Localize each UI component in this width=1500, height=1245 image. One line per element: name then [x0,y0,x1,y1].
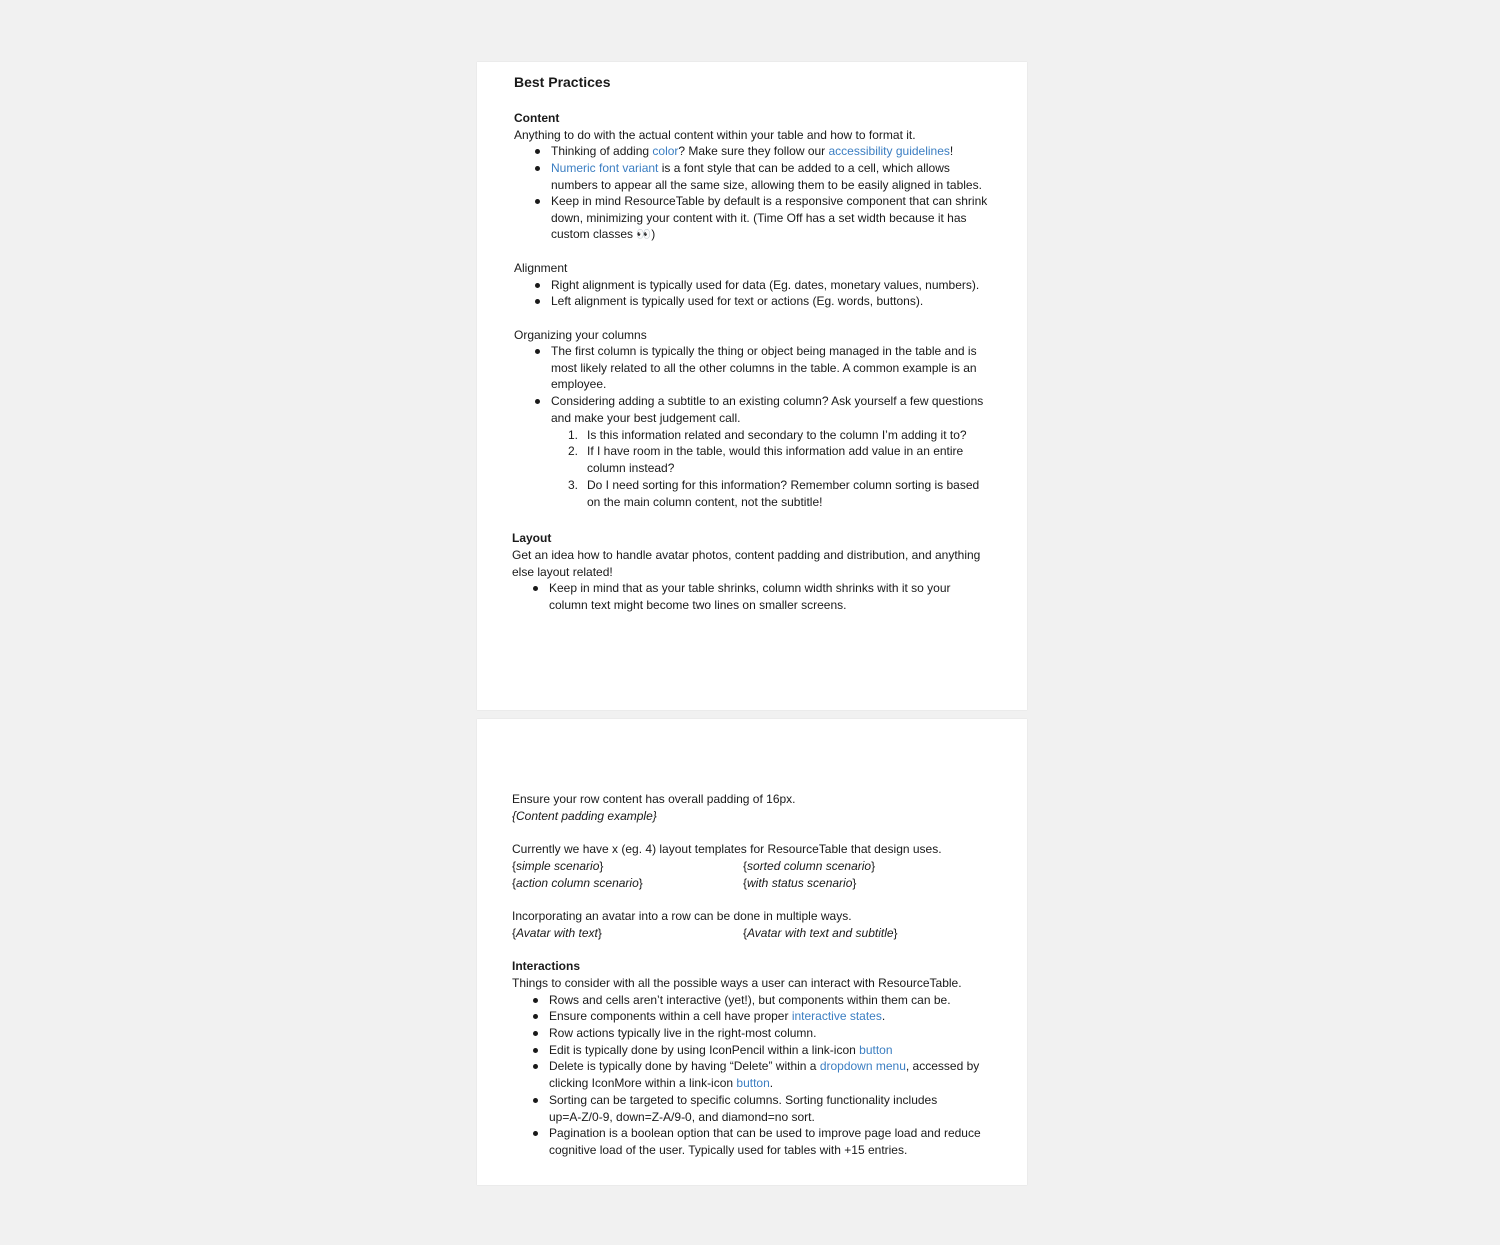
list-item: Rows and cells aren’t interactive (yet!), but components within them can be. [549,993,951,1007]
list-item: Thinking of adding color? Make sure they follow our accessibility guidelines! [551,144,954,158]
document-page-1 [477,62,1027,710]
list-item: Sorting can be targeted to specific columns. Sorting functionality includes up=A-Z/0-9, down=Z-A/9-0, and diamond=no sort. [549,1093,938,1124]
list-item: Numeric font variant is a font style that can be added to a cell, which allows numbers to appear all the same size, allowing them to be easily aligned in tables. [551,160,1011,193]
button-link[interactable]: button [736,1075,770,1090]
list-item: Keep in mind ResourceTable by default is a responsive component that can shrink down, minimizing your content with it. (Time Off has a set width because it has custom classes 👀) [551,193,1011,243]
content-padding-example: {Content padding example} [512,809,657,823]
content-intro: Anything to do with the actual content within your table and how to format it. [514,128,916,142]
accessibility-guidelines-link[interactable]: accessibility guidelines [828,144,950,158]
avatar-with-text-placeholder: {Avatar with text} [512,926,602,940]
organizing-heading: Organizing your columns [514,328,647,342]
list-item: Left alignment is typically used for text or actions (Eg. words, buttons). [551,294,924,308]
list-item: Edit is typically done by using IconPencil within a link-icon button [549,1043,893,1057]
list-item: Delete is typically done by having “Delete” within a dropdown menu, accessed by clicking IconMore within a link-icon button. [549,1059,980,1090]
list-item: Row actions typically live in the right-most column. [549,1026,817,1040]
interactions-intro: Things to consider with all the possible ways a user can interact with ResourceTable. [512,976,962,990]
numbered-item: 2. If I have room in the table, would this information add value in an entire column instead? [568,444,964,475]
avatar-with-text-and-subtitle-placeholder: {Avatar with text and subtitle} [743,926,898,940]
sorted-column-scenario-placeholder: {sorted column scenario} [743,859,876,873]
list-item: Ensure components within a cell have proper interactive states. [549,1009,886,1023]
interactions-heading: Interactions [512,959,581,973]
numbered-item: 3. Do I need sorting for this information? Remember column sorting is based on the main column content, not the subtitle! [568,478,980,509]
document-page-2 [477,719,1027,1185]
layout-intro-line-2: else layout related! [512,565,613,579]
templates-text: Currently we have x (eg. 4) layout templates for ResourceTable that design uses. [512,842,942,856]
list-item: Considering adding a subtitle to an existing column? Ask yourself a few questions and make your best judgement call. [551,394,984,425]
dropdown-menu-link[interactable]: dropdown menu [819,1059,906,1073]
list-item: Keep in mind that as your table shrinks, column width shrinks with it so your column text might become two lines on smaller screens. [549,581,951,612]
list-item: Pagination is a boolean option that can be used to improve page load and reduce cognitive load of the user. Typically used for tables with +15 entries. [549,1126,981,1157]
button-link[interactable]: button [859,1043,893,1057]
action-column-scenario-placeholder: {action column scenario} [512,876,643,890]
numeric-font-variant-link[interactable]: Numeric font variant [551,161,659,175]
layout-intro-line-1: Get an idea how to handle avatar photos, content padding and distribution, and anything [512,548,981,562]
color-link[interactable]: color [652,144,679,158]
avatar-text: Incorporating an avatar into a row can be done in multiple ways. [512,909,852,923]
numbered-item: 1. Is this information related and secondary to the column I’m adding it to? [568,428,967,442]
interactive-states-link[interactable]: interactive states [791,1009,882,1023]
alignment-heading: Alignment [514,261,568,275]
content-heading: Content [514,111,560,125]
layout-heading: Layout [512,531,552,545]
padding-text: Ensure your row content has overall padding of 16px. [512,792,796,806]
page-title: Best Practices [514,74,611,90]
with-status-scenario-placeholder: {with status scenario} [743,876,857,890]
list-item: The first column is typically the thing or object being managed in the table and is most likely related to all the other columns in the table. A common example is an employee. [551,344,977,392]
list-item: Right alignment is typically used for data (Eg. dates, monetary values, numbers). [551,278,980,292]
simple-scenario-placeholder: {simple scenario} [512,859,604,873]
